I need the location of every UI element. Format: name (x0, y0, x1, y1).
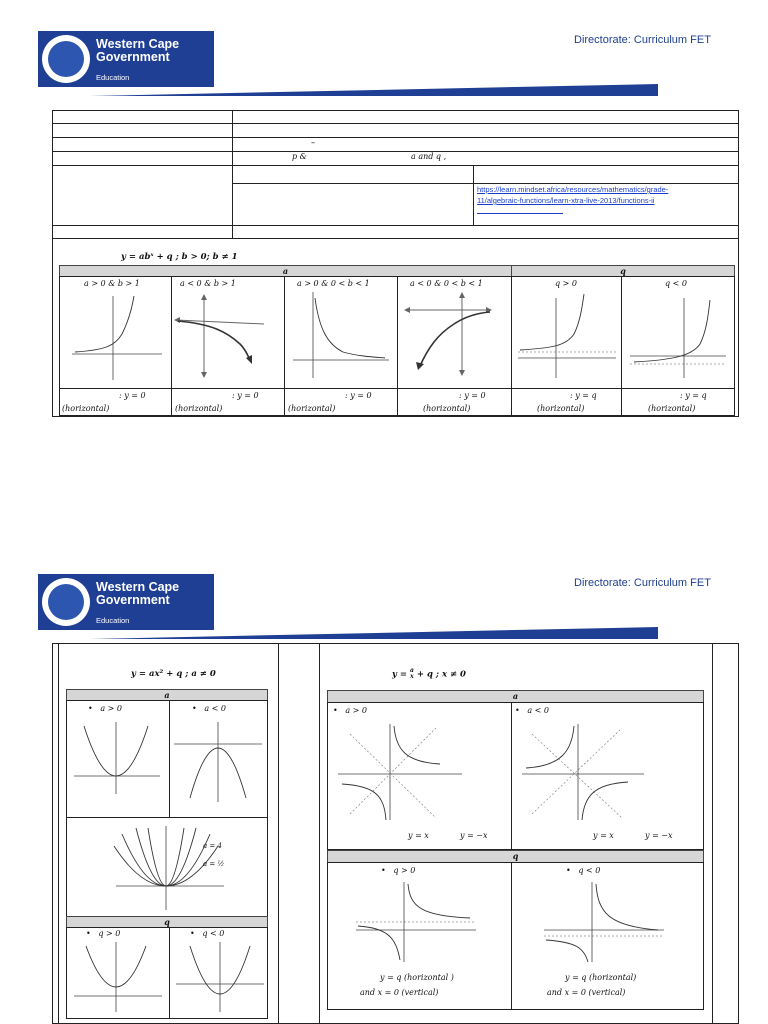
logo2-line2: Government (96, 593, 170, 607)
link-line2[interactable]: 11/algebraic-functions/learn-xtra-live-2013/functions-ii (477, 196, 655, 205)
type-1: (horizontal) (175, 404, 223, 413)
hyp-asym-right-2: and x = 0 (vertical) (547, 988, 626, 997)
hyp-header-q: q (327, 850, 704, 863)
hyp-sym1-b: y = x (593, 831, 614, 840)
row-aq: a and q , (411, 152, 447, 161)
hyp-a-neg: • a < 0 (515, 706, 550, 715)
par-q-pos: • q > 0 (86, 929, 121, 938)
par-q-neg: • q < 0 (190, 929, 225, 938)
exp-equation: y = abˣ + q ; b > 0; b ≠ 1 (121, 252, 238, 262)
asym-2: : y = 0 (345, 391, 372, 400)
hyperbola-a-neg-graph (518, 720, 648, 824)
type-0: (horizontal) (62, 404, 110, 413)
hyp-q-neg: • q < 0 (566, 866, 601, 875)
header-stripe (0, 82, 768, 102)
par-label-ahalf: a = ½ (203, 860, 225, 868)
hyp-asym-right-1: y = q (horizontal) (565, 973, 637, 982)
asym-4: : y = q (570, 391, 597, 400)
cond-5: q < 0 (665, 279, 687, 288)
asym-3: : y = 0 (459, 391, 486, 400)
header-stripe-2 (0, 625, 768, 645)
logo2-sub: Education (96, 616, 130, 625)
par-label-a4: a = 4 (203, 842, 222, 850)
par-header-q: q (66, 916, 268, 928)
parabola-q-neg-graph (170, 938, 268, 1018)
parabola-a-neg-graph (170, 716, 268, 806)
wcg-logo-2 (38, 574, 214, 630)
link-line1[interactable]: https://learn.mindset.africa/resources/mathematics/grade- (477, 185, 669, 194)
parabola-q-pos-graph (68, 938, 168, 1018)
type-4: (horizontal) (537, 404, 585, 413)
hyp-a-pos: • a > 0 (333, 706, 368, 715)
hyp-sym2-b: y = −x (645, 831, 673, 840)
exp-graph-1 (172, 288, 284, 388)
parabola-a-pos-graph (68, 716, 168, 796)
par-a-neg: • a < 0 (192, 704, 227, 713)
type-5: (horizontal) (648, 404, 696, 413)
hyp-sym2-a: y = −x (460, 831, 488, 840)
coat-of-arms-icon-2 (42, 578, 90, 626)
asym-5: : y = q (680, 391, 707, 400)
coat-of-arms-icon (42, 35, 90, 83)
hyp-header-a: a (327, 690, 704, 703)
hyp-asym-left-2: and x = 0 (vertical) (360, 988, 439, 997)
hyp-sym1-a: y = x (408, 831, 429, 840)
exp-graph-5 (622, 288, 732, 388)
row-dash: – (311, 138, 315, 147)
logo2-line1: Western Cape (96, 580, 180, 594)
logo-sub: Education (96, 73, 130, 82)
hyp-q-pos: • q > 0 (381, 866, 416, 875)
asym-1: : y = 0 (232, 391, 259, 400)
exp-graph-3 (398, 288, 512, 388)
exp-graph-4 (512, 288, 622, 388)
cond-3: a < 0 & 0 < b < 1 (410, 279, 483, 288)
hyperbola-q-pos-graph (352, 878, 482, 966)
hyperbola-q-neg-graph (540, 878, 670, 966)
wcg-logo (38, 31, 214, 87)
row-p: p & (292, 152, 307, 161)
directorate-label-2: Directorate: Curriculum FET (574, 577, 711, 589)
cond-0: a > 0 & b > 1 (84, 279, 140, 288)
hyperbola-equation: y = a x + q ; x ≠ 0 (392, 667, 466, 680)
exp-graph-2 (285, 288, 397, 388)
resource-link[interactable] (477, 184, 737, 217)
header-a: a (59, 265, 512, 277)
hyp-asym-left-1: y = q (horizontal ) (380, 973, 454, 982)
exp-graph-0 (60, 288, 172, 388)
directorate-label: Directorate: Curriculum FET (574, 34, 711, 46)
hyperbola-a-pos-graph (336, 720, 466, 824)
parabola-family-graph (66, 818, 268, 916)
header-q: q (511, 265, 735, 277)
type-3: (horizontal) (423, 404, 471, 413)
par-header-a: a (66, 689, 268, 701)
parabola-equation: y = ax² + q ; a ≠ 0 (131, 669, 216, 679)
asym-0: : y = 0 (119, 391, 146, 400)
par-a-pos: • a > 0 (88, 704, 123, 713)
type-2: (horizontal) (288, 404, 336, 413)
cond-4: q > 0 (555, 279, 577, 288)
cond-1: a < 0 & b > 1 (180, 279, 236, 288)
cond-2: a > 0 & 0 < b < 1 (297, 279, 370, 288)
logo-line2: Government (96, 50, 170, 64)
logo-line1: Western Cape (96, 37, 180, 51)
